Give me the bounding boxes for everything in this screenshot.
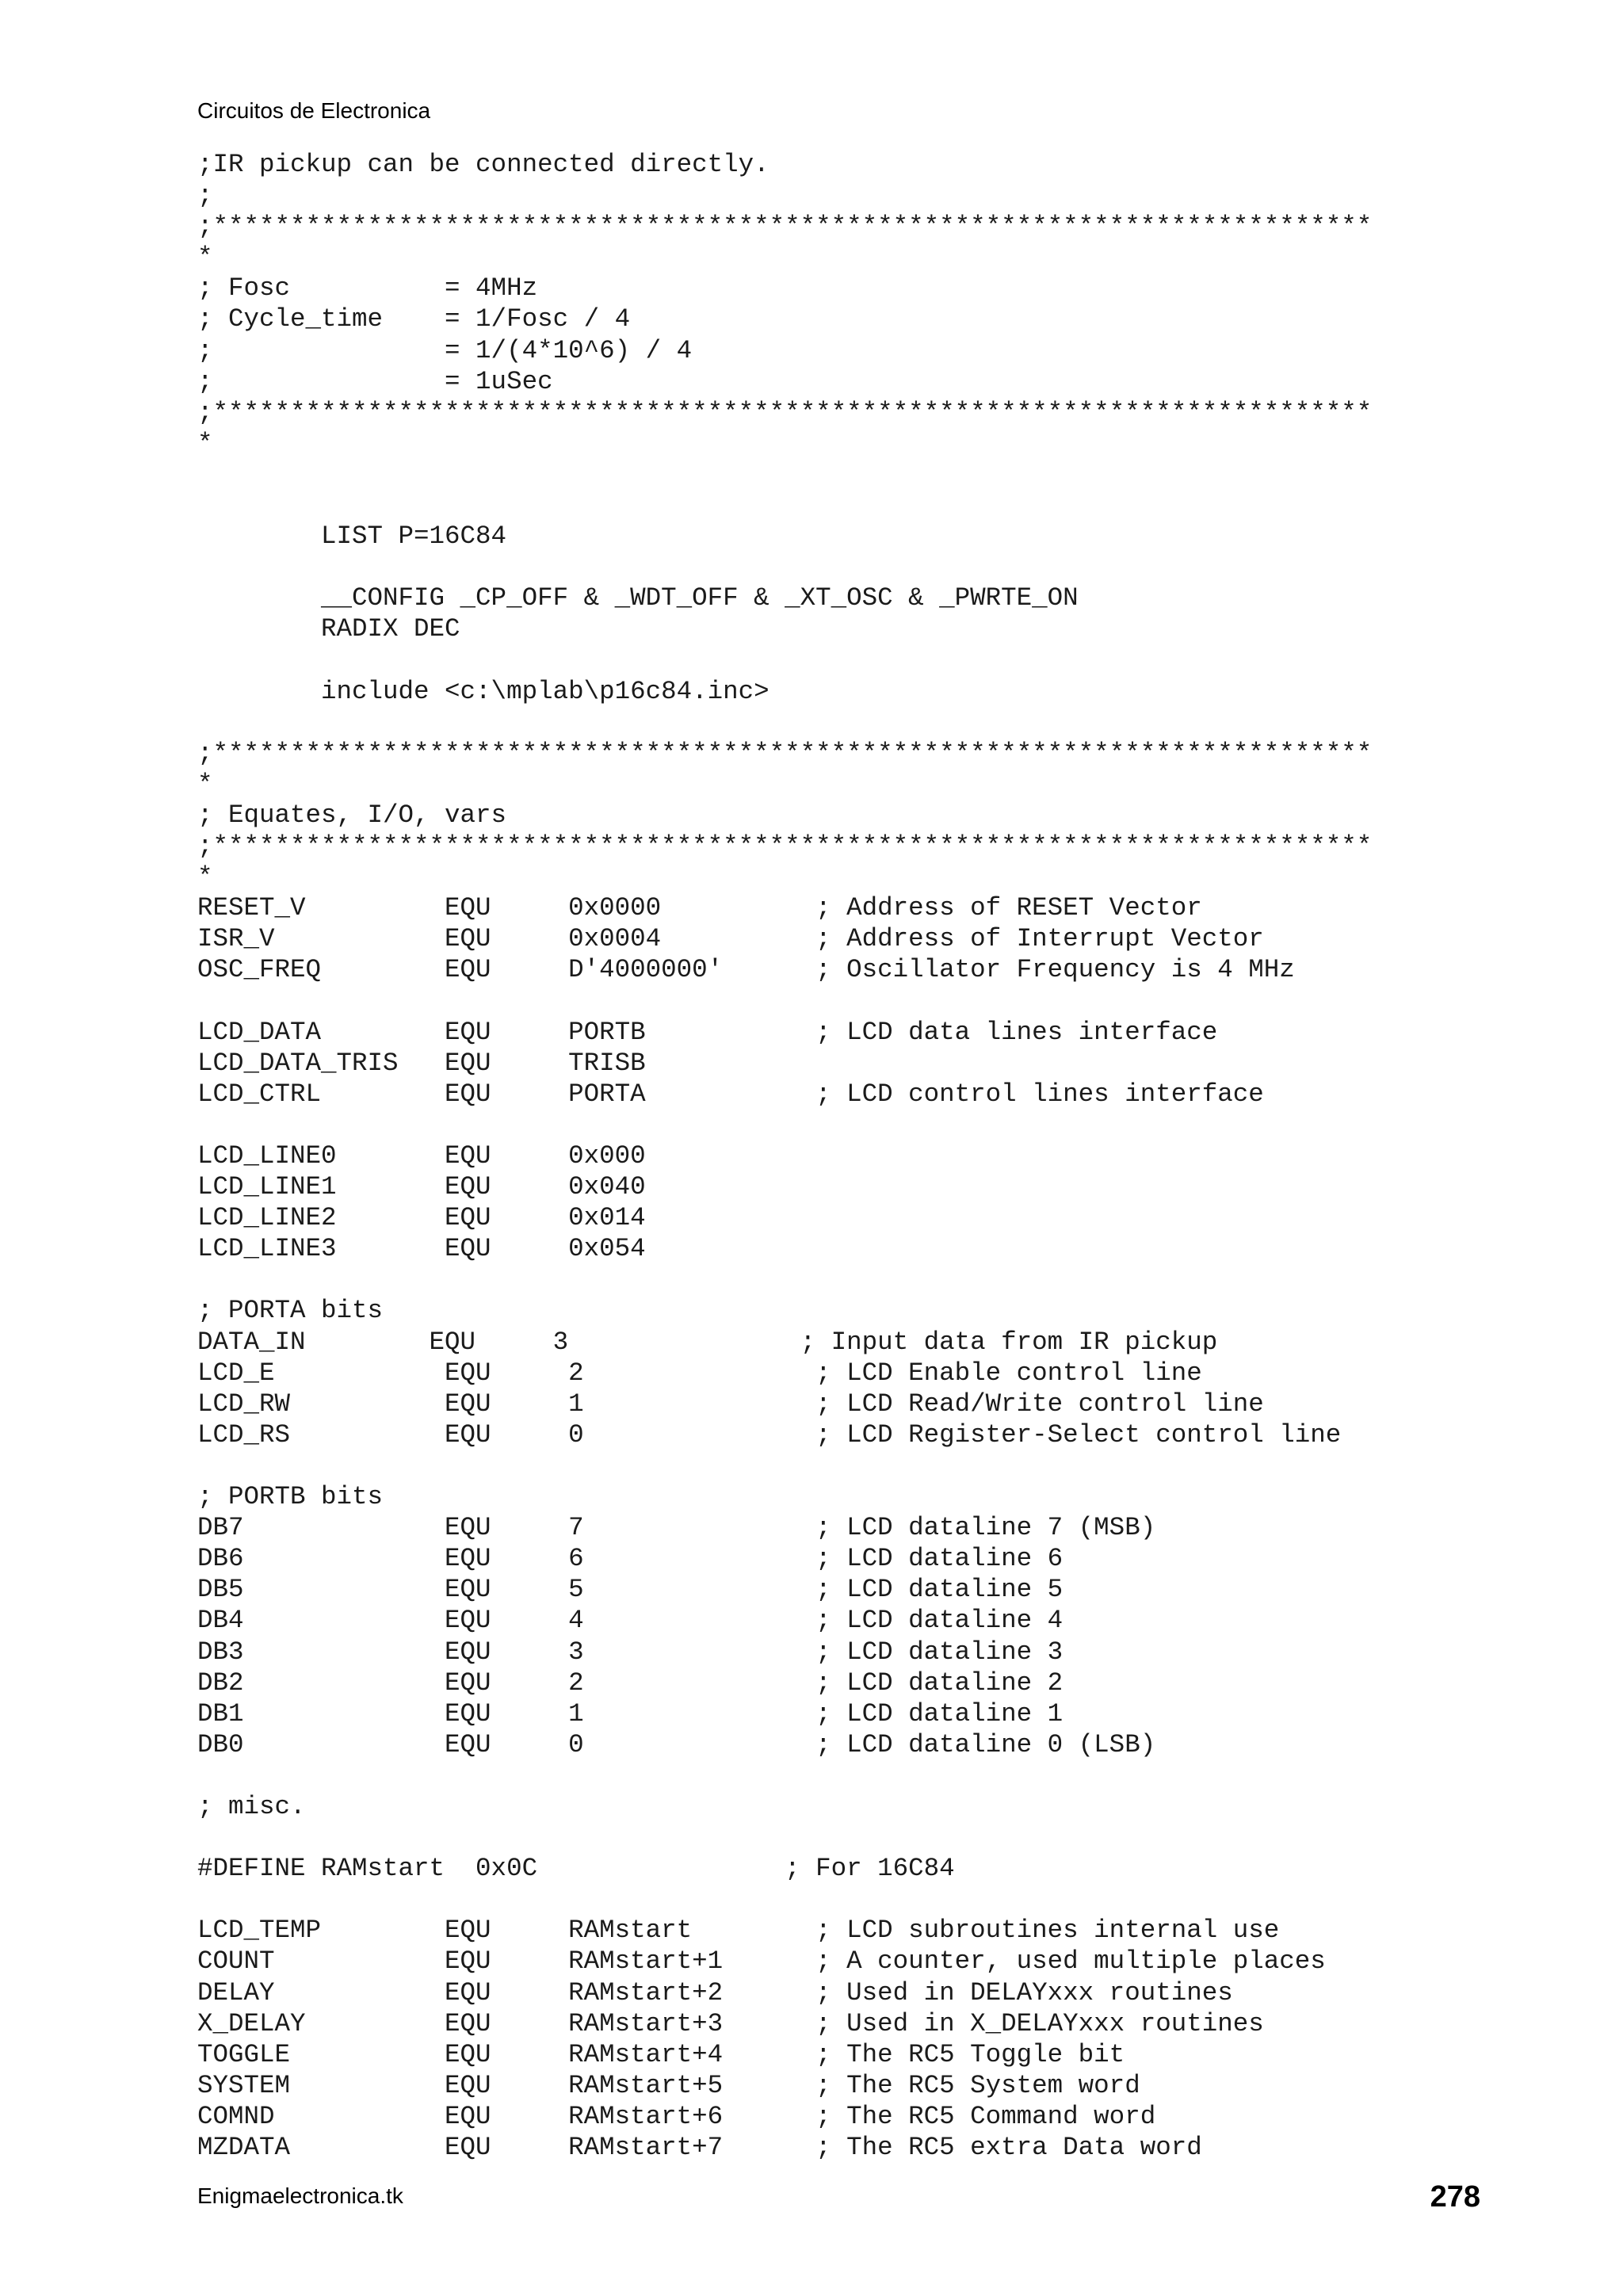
code-line: LCD_RW EQU 1 ; LCD Read/Write control line: [197, 1389, 1264, 1419]
code-line: X_DELAY EQU RAMstart+3 ; Used in X_DELAYxxx routines: [197, 2008, 1264, 2038]
code-line: LCD_LINE1 EQU 0x040: [197, 1172, 646, 1202]
code-line: [197, 459, 1465, 490]
code-line: *: [197, 769, 213, 799]
code-line: LCD_DATA_TRIS EQU TRISB: [197, 1048, 646, 1078]
code-line: DB3 EQU 3 ; LCD dataline 3: [197, 1637, 1064, 1667]
code-line: #DEFINE RAMstart 0x0C ; For 16C84: [197, 1854, 955, 1884]
code-line: LCD_LINE3 EQU 0x054: [197, 1234, 646, 1264]
code-line: *: [197, 428, 213, 458]
code-line: [197, 1110, 1465, 1140]
code-line: ;***************************************************************************: [197, 212, 1373, 242]
code-line: ; Cycle_time = 1/Fosc / 4: [197, 304, 631, 334]
code-line: ; = 1uSec: [197, 366, 553, 396]
code-line: [197, 1884, 1465, 1915]
code-line: include <c:\mplab\p16c84.inc>: [197, 676, 769, 706]
page-header: Circuitos de Electronica: [197, 98, 431, 123]
footer-site: Enigmaelectronica.tk: [197, 2183, 403, 2208]
code-line: DB5 EQU 5 ; LCD dataline 5: [197, 1575, 1064, 1605]
code-line: RADIX DEC: [197, 614, 460, 644]
code-line: ;***************************************************************************: [197, 397, 1373, 427]
code-line: LCD_CTRL EQU PORTA ; LCD control lines interface: [197, 1079, 1264, 1109]
assembly-code-listing: [197, 149, 1465, 2163]
code-line: DB4 EQU 4 ; LCD dataline 4: [197, 1606, 1064, 1636]
code-line: LCD_E EQU 2 ; LCD Enable control line: [197, 1358, 1202, 1388]
code-line: MZDATA EQU RAMstart+7 ; The RC5 extra Data word: [197, 2133, 1202, 2162]
code-line: RESET_V EQU 0x0000 ; Address of RESET Vector: [197, 893, 1202, 923]
code-line: *: [197, 243, 213, 273]
code-line: *: [197, 862, 213, 892]
code-line: [197, 552, 1465, 583]
code-line: DB1 EQU 1 ; LCD dataline 1: [197, 1698, 1064, 1729]
code-line: LCD_DATA EQU PORTB ; LCD data lines interface: [197, 1017, 1218, 1047]
code-line: COUNT EQU RAMstart+1 ; A counter, used multiple places: [197, 1946, 1326, 1977]
code-line: [197, 707, 1465, 738]
code-line: DELAY EQU RAMstart+2 ; Used in DELAYxxx routines: [197, 1977, 1233, 2008]
code-line: ISR_V EQU 0x0004 ; Address of Interrupt Vector: [197, 924, 1264, 954]
code-line: COMND EQU RAMstart+6 ; The RC5 Command word: [197, 2101, 1156, 2131]
code-line: ; PORTA bits: [197, 1296, 384, 1326]
code-line: LIST P=16C84: [197, 521, 507, 552]
code-line: LCD_RS EQU 0 ; LCD Register-Select control line: [197, 1419, 1342, 1450]
code-line: TOGGLE EQU RAMstart+4 ; The RC5 Toggle bit: [197, 2039, 1125, 2069]
code-line: ;: [197, 181, 213, 211]
code-line: [197, 1822, 1465, 1853]
code-line: ; Equates, I/O, vars: [197, 800, 507, 830]
code-line: [197, 1264, 1465, 1295]
code-line: ; = 1/(4*10^6) / 4: [197, 335, 693, 365]
page-number: 278: [1430, 2180, 1480, 2214]
code-line: LCD_LINE2 EQU 0x014: [197, 1203, 646, 1233]
code-line: __CONFIG _CP_OFF & _WDT_OFF & _XT_OSC & _PWRTE_ON: [197, 583, 1079, 613]
code-line: ;***************************************************************************: [197, 738, 1373, 768]
code-line: [197, 645, 1465, 676]
code-line: LCD_TEMP EQU RAMstart ; LCD subroutines internal use: [197, 1916, 1280, 1946]
code-line: ; misc.: [197, 1791, 306, 1821]
code-line: DATA_IN EQU 3 ; Input data from IR pickup: [197, 1327, 1218, 1357]
code-line: [197, 1760, 1465, 1791]
code-line: [197, 490, 1465, 521]
code-line: OSC_FREQ EQU D'4000000' ; Oscillator Frequency is 4 MHz: [197, 955, 1295, 985]
code-line: DB7 EQU 7 ; LCD dataline 7 (MSB): [197, 1513, 1156, 1543]
code-line: [197, 986, 1465, 1017]
code-line: LCD_LINE0 EQU 0x000: [197, 1141, 646, 1171]
code-line: DB2 EQU 2 ; LCD dataline 2: [197, 1668, 1064, 1698]
code-line: DB6 EQU 6 ; LCD dataline 6: [197, 1544, 1064, 1574]
code-line: ; PORTB bits: [197, 1482, 384, 1512]
code-line: ;***************************************************************************: [197, 831, 1373, 861]
code-line: DB0 EQU 0 ; LCD dataline 0 (LSB): [197, 1729, 1156, 1759]
code-line: [197, 1450, 1465, 1481]
code-line: ;IR pickup can be connected directly.: [197, 150, 769, 179]
code-line: ; Fosc = 4MHz: [197, 273, 538, 304]
code-line: SYSTEM EQU RAMstart+5 ; The RC5 System word: [197, 2070, 1140, 2100]
